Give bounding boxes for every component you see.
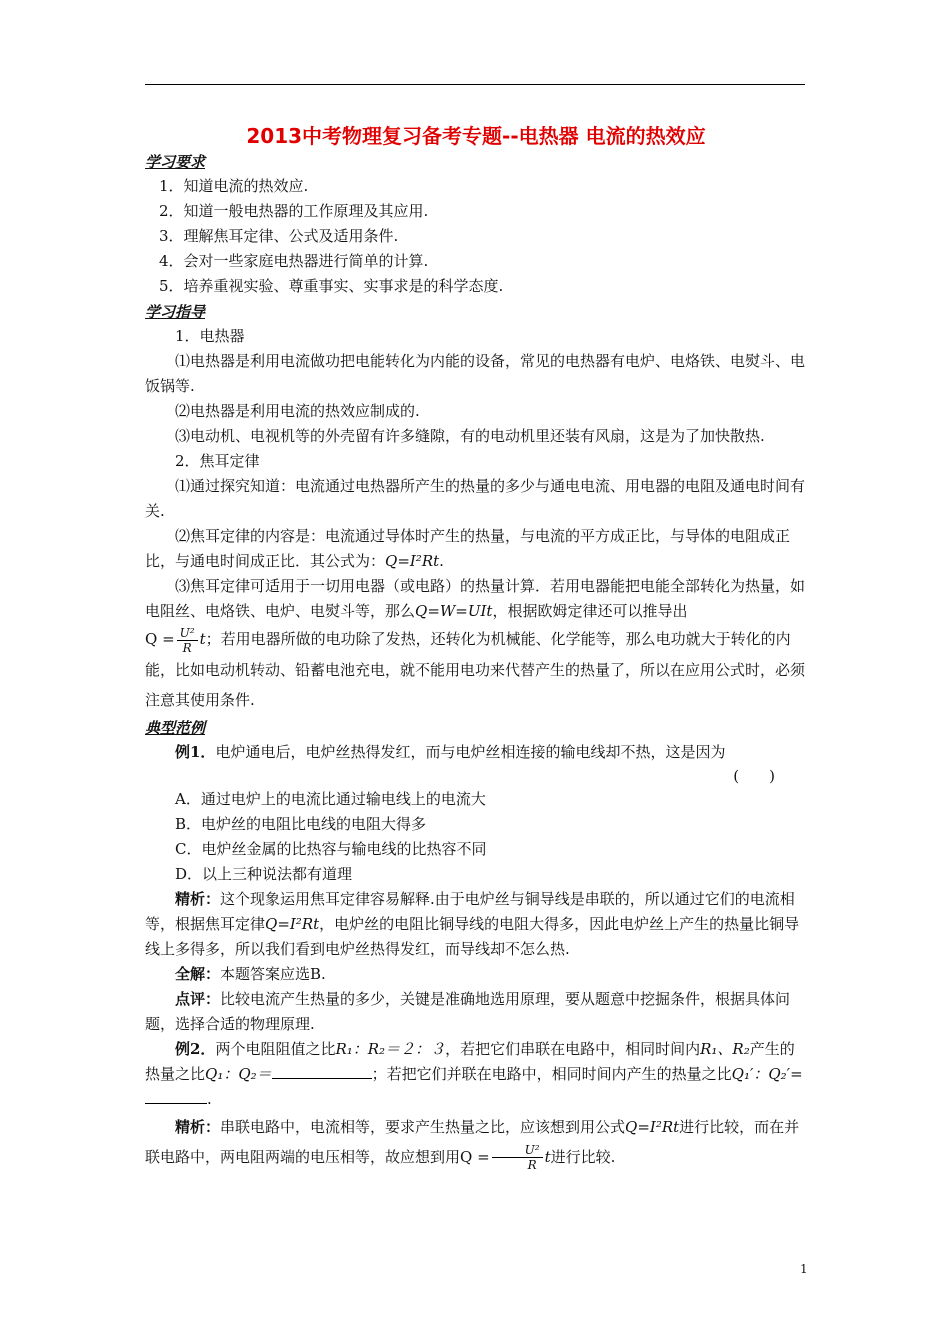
paragraph: ⑵电热器是利用电流的热效应制成的. xyxy=(175,402,420,420)
option: D．以上三种说法都有道理 xyxy=(175,864,353,883)
answer-parentheses: ( ) xyxy=(733,766,775,785)
list-item: 1．知道电流的热效应. xyxy=(159,177,309,195)
subheading: 1．电热器 xyxy=(175,327,245,345)
section-heading-guidance: 学习指导 xyxy=(145,303,206,321)
comment: 点评：比较电流产生热量的多少，关键是准确地选用原理，要从题意中挖掘条件，根据具体问题，选择合适的物理原理. xyxy=(145,989,791,1033)
answer-blank[interactable] xyxy=(145,1089,207,1104)
option: A．通过电炉上的电流比通过输电线上的电流大 xyxy=(175,789,486,808)
formula-lhs: Q = xyxy=(460,1147,490,1166)
paragraph: ⑴通过探究知道：电流通过电热器所产生的热量的多少与通电电流、用电器的电阻及通电时间有关. xyxy=(145,477,806,520)
list-item: 4．会对一些家庭电热器进行简单的计算. xyxy=(159,252,429,270)
section-heading-requirements: 学习要求 xyxy=(145,153,206,171)
paragraph: ⑶焦耳定律可适用于一切用电器（或电路）的热量计算．若用电器能把电能全部转化为热量，如电阻丝、电烙铁、电炉、电熨斗等，那么Q=W=UIt，根据欧姆定律还可以推导出 xyxy=(145,577,806,620)
paragraph: ⑶电动机、电视机等的外壳留有许多缝隙，有的电动机里还装有风扇，这是为了加快散热. xyxy=(175,427,765,445)
list-item: 5．培养重视实验、尊重事实、实事求是的科学态度. xyxy=(159,277,504,295)
formula: Q=I²Rt xyxy=(385,552,440,570)
list-item: 2．知道一般电热器的工作原理及其应用. xyxy=(159,202,429,220)
analysis-2: 精析：串联电路中，电流相等，要求产生热量之比，应该想到用公式Q=I²Rt进行比较，而在并联电路中，两电阻两端的电压相等，故应想到用Q = $\frac{\text{U²}}{R}$ t进行比较. xyxy=(145,1117,800,1172)
paragraph: ⑴电热器是利用电流做功把电能转化为内能的设备，常见的电热器有电炉、电烙铁、电熨斗、电饭锅等. xyxy=(145,352,806,395)
document-title: 2013中考物理复习备考专题--电热器 电流的热效应 xyxy=(246,124,706,148)
formula: Q=W=UIt xyxy=(415,602,493,620)
option: C．电炉丝金属的比热容与输电线的比热容不同 xyxy=(175,839,487,858)
paragraph: ⑵焦耳定律的内容是：电流通过导体时产生的热量，与电流的平方成正比，与导体的电阻成正比，与通电时间成正比．其公式为：Q=I²Rt. xyxy=(145,527,791,570)
answer: 全解：本题答案应选B. xyxy=(175,964,326,983)
paragraph: Q = $\frac{\text{U²}}{R}$ t；若用电器所做的电功除了发热，还转化为机械能、化学能等，那么电功就大于转化的内能，比如电动机转动、铅蓄电池充电，就不能用电功来代替产生的热量了，所以在应用公式时，必须注意其使用条件. xyxy=(145,625,806,709)
option: B．电炉丝的电阻比电线的电阻大得多 xyxy=(175,814,427,833)
example-1: 例1．电炉通电后，电炉丝热得发红，而与电炉丝相连接的输电线却不热，这是因为 xyxy=(175,742,726,761)
subheading: 2．焦耳定律 xyxy=(175,452,260,470)
document-page xyxy=(145,120,807,1172)
formula-lhs: Q = xyxy=(145,630,175,648)
page-number: 1 xyxy=(800,1262,808,1276)
header-rule xyxy=(145,84,805,85)
analysis: 精析：这个现象运用焦耳定律容易解释.由于电炉丝与铜导线是串联的，所以通过它们的电流相等，根据焦耳定律Q=I²Rt，电炉丝的电阻比铜导线的电阻大得多，因此电炉丝上产生的热量比铜导线上多得多，所以我们看到电炉丝热得发红，而导线却不怎么热. xyxy=(145,889,800,958)
section-heading-examples: 典型范例 xyxy=(145,718,206,737)
answer-blank[interactable] xyxy=(272,1064,372,1079)
example-2: 例2．两个电阻阻值之比R₁：R₂＝２：３，若把它们串联在电路中，相同时间内R₁、R₂产生的热量之比Q₁：Q₂＝ ；若把它们并联在电路中，相同时间内产生的热量之比Q₁′：Q₂′=. xyxy=(145,1039,803,1108)
list-item: 3．理解焦耳定律、公式及适用条件. xyxy=(159,227,399,245)
fraction-formula: $\frac{\text{U²}}{R}$ xyxy=(177,626,198,655)
fraction-formula: $\frac{\text{U²}}{R}$ xyxy=(492,1143,543,1172)
